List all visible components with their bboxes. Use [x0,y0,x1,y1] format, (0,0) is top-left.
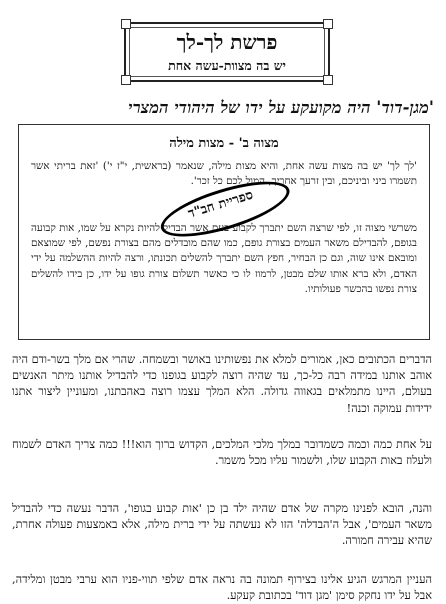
frame-ornament [323,19,333,29]
frame-ornament [323,75,333,85]
frame-ornament [121,19,131,29]
body-paragraph: והנה, הובא לפנינו מקרה של אדם שהיה ילד בן כן 'אות קבוע בגופו', הדבר נעשה כדי להבדיל משאר העמים', אבל ה'הבדלה' הזו לא נעשתה על ידי ברית מילה, אלא באמצעות פעולה אחרת, שהיא עבירה חמורה. [12,502,432,548]
parsha-header-frame [124,22,330,82]
parsha-subtitle: יש בה מצוות-עשה אחת [168,58,286,73]
body-paragraph: הדברים הכתובים כאן, אמורים למלא את נפשותינו באושר ובשמחה. שהרי אם מלך בשר-ודם היה אוהב אותנו במידה רבה כל-כך, עד שהיה רוצה לקבוע בגופנו כדי להבדיל אותנו מיתר האנשים בעולם, היינו מתמלאים בגאווה גדולה. הלא המלך עצמו רוצה באהבתנו, ומעוניין ליצור אתנו ידידות עמוקה וכנה! [12,353,432,415]
parsha-title: פרשת לך-לך [176,30,278,54]
body-paragraph: העניין המרגש הגיע אלינו בצירוף תמונה בה נראה אדם שלפי תווי-פניו הוא ערבי מבטן ומלידה, אבל על ידו נחקק סימן 'מגן דוד' בכתובת קעקע. [12,573,432,603]
mitzvah-verse: 'לך לך' יש בה מצות עשה אחת, והיא מצות מילה, שנאמר (בראשית, י"ז י') 'זאת בריתי אשר תשמרו ביני וביניכם, ובין זרעך אחריך, המול לכם כל זכר'. [31,160,417,188]
mitzvah-reason: משרשי מצוה זו, לפי שרצה השם יתברך לקבוע בעם אשר הבדיל להיות נקרא על שמו, אות קבועה בגופם, להבדילם משאר העמים בצורת גופם, כמו שהם מובדלים מהם בצורת נפשם, לפי שמוצאם ומובאם אינו שוה, וגם כן הבחיר, חפץ השם יתברך להשלים תכונתו, ורצה להיות ההשלמה על ידי האדם, ולא ברא אותו שלם מבטן, לרמוז לו כי כאשר תשלום צורת גופו על ידו, כן בידו להשלים צורת נפשו בהכשר פעולותיו. [31,222,417,295]
mitzvah-heading: מצוה ב' - מצות מילה [169,136,279,151]
stamp-text: ספריית חב"ד [186,187,255,222]
body-paragraph: על אחת כמה וכמה כשמדובר במלך מלכי המלכים, הקדוש ברוך הוא!!! כמה צריך האדם לשמוח ולעלוז באות הקבוע שלו, ולשמור עליו מכל משמר. [12,438,432,468]
article-title: 'מגן-דוד' היה מקועקע על ידו של היהודי המצרי [128,98,434,117]
frame-ornament [121,75,131,85]
